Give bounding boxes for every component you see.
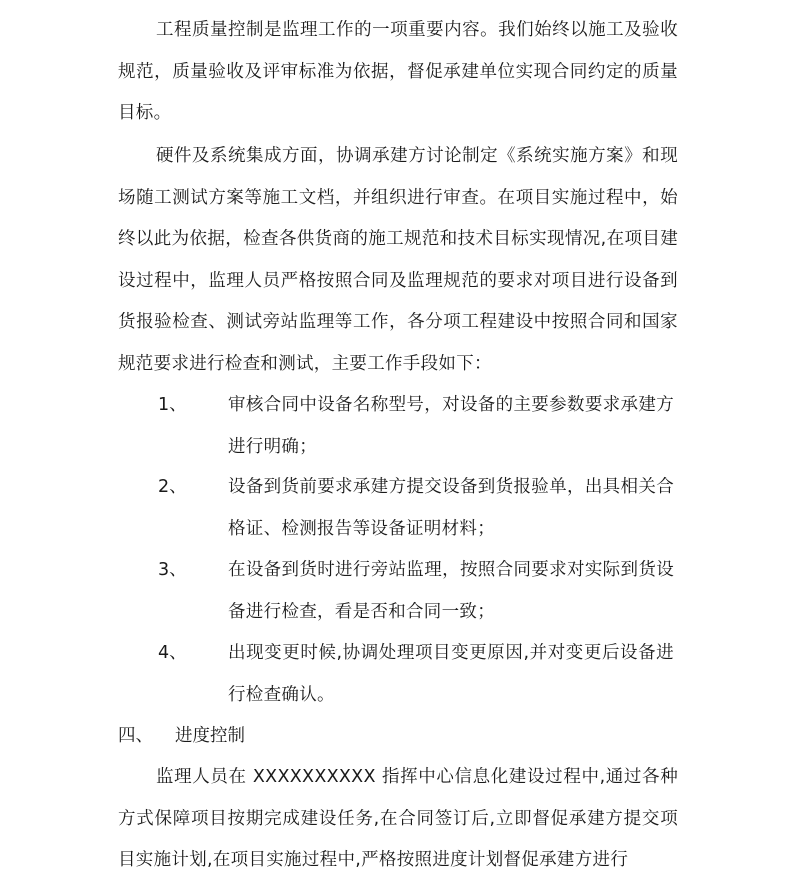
list-item-text: 在设备到货时进行旁站监理，按照合同要求对实际到货设备进行检查，看是否和合同一致；: [228, 560, 674, 622]
list-item-number: 2、: [158, 477, 187, 497]
paragraph-hardware-integration: 硬件及系统集成方面，协调承建方讨论制定《系统实施方案》和现场随工测试方案等施工文档，并组织进行审查。在项目实施过程中，始终以此为依据，检查各供货商的施工规范和技术目标实现情况,在项目建设过程中，监理人员严格按照合同及监理规范的要求对项目进行设备到货报验检查、测试旁站监理等工作，各分项工程建设中按照合同和国家规范要求进行检查和测试，主要工作手段如下：: [118, 146, 678, 374]
paragraph-schedule-control: 监理人员在 XXXXXXXXXX 指挥中心信息化建设过程中,通过各种方式保障项目按期完成建设任务,在合同签订后,立即督促承建方提交项目实施计划,在项目实施过程中,严格按照进度计划督促承建方进行: [118, 767, 678, 870]
list-item-text: 设备到货前要求承建方提交设备到货报验单，出具相关合格证、检测报告等设备证明材料；: [228, 477, 674, 539]
list-item: [118, 633, 678, 717]
paragraph-quality-control: 工程质量控制是监理工作的一项重要内容。我们始终以施工及验收规范，质量验收及评审标准为依据，督促承建单位实现合同约定的质量目标。: [118, 20, 678, 123]
list-item: [118, 550, 678, 634]
list-item: [118, 385, 678, 469]
list-item-text: 审核合同中设备名称型号，对设备的主要参数要求承建方进行明确；: [228, 395, 674, 457]
list-item: [118, 467, 678, 551]
list-item-number: 4、: [158, 643, 187, 663]
list-item-number: 1、: [158, 395, 187, 415]
list-item-number: 3、: [158, 560, 187, 580]
section-number: 四、: [118, 726, 153, 746]
list-item-text: 出现变更时候,协调处理项目变更原因,并对变更后设备进行检查确认。: [228, 643, 674, 705]
section-heading: [118, 716, 678, 758]
section-title: 进度控制: [175, 726, 245, 746]
